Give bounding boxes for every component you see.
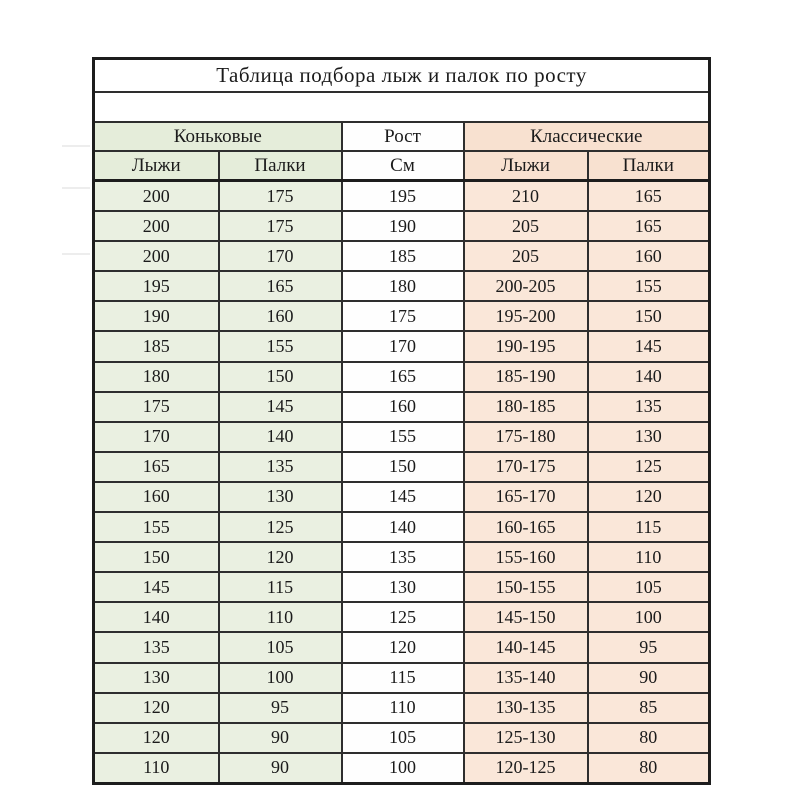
classic-pole-cell: 80 bbox=[588, 723, 710, 753]
skate-pole-cell: 115 bbox=[219, 572, 342, 602]
column-header-skate-pole: Палки bbox=[219, 151, 342, 181]
skate-pole-cell: 105 bbox=[219, 632, 342, 662]
table-row bbox=[94, 723, 710, 753]
skate-ski-cell: 190 bbox=[94, 301, 219, 331]
height-cell: 175 bbox=[342, 301, 464, 331]
skate-pole-cell: 145 bbox=[219, 392, 342, 422]
height-cell: 195 bbox=[342, 181, 464, 212]
classic-pole-cell: 95 bbox=[588, 632, 710, 662]
skate-ski-cell: 195 bbox=[94, 271, 219, 301]
skate-pole-cell: 160 bbox=[219, 301, 342, 331]
table-row bbox=[94, 602, 710, 632]
height-cell: 100 bbox=[342, 753, 464, 784]
height-cell: 105 bbox=[342, 723, 464, 753]
height-cell: 190 bbox=[342, 211, 464, 241]
skate-pole-cell: 135 bbox=[219, 452, 342, 482]
skate-ski-cell: 155 bbox=[94, 512, 219, 542]
skate-pole-cell: 125 bbox=[219, 512, 342, 542]
classic-ski-cell: 175-180 bbox=[464, 422, 588, 452]
classic-pole-cell: 105 bbox=[588, 572, 710, 602]
classic-pole-cell: 165 bbox=[588, 181, 710, 212]
classic-pole-cell: 165 bbox=[588, 211, 710, 241]
skate-pole-cell: 110 bbox=[219, 602, 342, 632]
table-row bbox=[94, 632, 710, 662]
table-row bbox=[94, 271, 710, 301]
classic-ski-cell: 205 bbox=[464, 241, 588, 271]
height-cell: 120 bbox=[342, 632, 464, 662]
skate-pole-cell: 170 bbox=[219, 241, 342, 271]
skate-ski-cell: 120 bbox=[94, 723, 219, 753]
table-row bbox=[94, 482, 710, 512]
classic-ski-cell: 190-195 bbox=[464, 331, 588, 361]
table-row bbox=[94, 211, 710, 241]
classic-pole-cell: 80 bbox=[588, 753, 710, 784]
skate-pole-cell: 120 bbox=[219, 542, 342, 572]
classic-ski-cell: 130-135 bbox=[464, 693, 588, 723]
classic-pole-cell: 85 bbox=[588, 693, 710, 723]
classic-ski-cell: 170-175 bbox=[464, 452, 588, 482]
group-header-classic: Классические bbox=[464, 122, 710, 151]
column-header-classic-pole: Палки bbox=[588, 151, 710, 181]
table-row bbox=[94, 753, 710, 784]
classic-ski-cell: 165-170 bbox=[464, 482, 588, 512]
table-row bbox=[94, 512, 710, 542]
classic-ski-cell: 120-125 bbox=[464, 753, 588, 784]
table-row bbox=[94, 572, 710, 602]
table-row bbox=[94, 392, 710, 422]
column-header-height-cm: См bbox=[342, 151, 464, 181]
classic-pole-cell: 115 bbox=[588, 512, 710, 542]
classic-ski-cell: 145-150 bbox=[464, 602, 588, 632]
skate-ski-cell: 130 bbox=[94, 663, 219, 693]
height-cell: 180 bbox=[342, 271, 464, 301]
group-header-height: Рост bbox=[342, 122, 464, 151]
classic-pole-cell: 100 bbox=[588, 602, 710, 632]
classic-ski-cell: 160-165 bbox=[464, 512, 588, 542]
skate-pole-cell: 165 bbox=[219, 271, 342, 301]
skate-pole-cell: 90 bbox=[219, 723, 342, 753]
height-cell: 185 bbox=[342, 241, 464, 271]
classic-pole-cell: 145 bbox=[588, 331, 710, 361]
classic-pole-cell: 150 bbox=[588, 301, 710, 331]
classic-pole-cell: 110 bbox=[588, 542, 710, 572]
column-header-row bbox=[94, 151, 710, 181]
ski-pole-size-table bbox=[92, 57, 711, 785]
classic-pole-cell: 120 bbox=[588, 482, 710, 512]
blank-row bbox=[94, 92, 710, 122]
table-row bbox=[94, 542, 710, 572]
skate-ski-cell: 110 bbox=[94, 753, 219, 784]
title-row bbox=[94, 59, 710, 93]
classic-pole-cell: 155 bbox=[588, 271, 710, 301]
blank-cell bbox=[94, 92, 710, 122]
gridline-remnant bbox=[62, 253, 90, 255]
skate-pole-cell: 175 bbox=[219, 211, 342, 241]
classic-pole-cell: 135 bbox=[588, 392, 710, 422]
classic-ski-cell: 140-145 bbox=[464, 632, 588, 662]
skate-ski-cell: 135 bbox=[94, 632, 219, 662]
table-row bbox=[94, 301, 710, 331]
skate-ski-cell: 140 bbox=[94, 602, 219, 632]
height-cell: 110 bbox=[342, 693, 464, 723]
skate-ski-cell: 150 bbox=[94, 542, 219, 572]
height-cell: 130 bbox=[342, 572, 464, 602]
height-cell: 140 bbox=[342, 512, 464, 542]
column-header-classic-ski: Лыжи bbox=[464, 151, 588, 181]
classic-ski-cell: 195-200 bbox=[464, 301, 588, 331]
skate-ski-cell: 165 bbox=[94, 452, 219, 482]
skate-pole-cell: 90 bbox=[219, 753, 342, 784]
classic-ski-cell: 180-185 bbox=[464, 392, 588, 422]
classic-ski-cell: 150-155 bbox=[464, 572, 588, 602]
height-cell: 155 bbox=[342, 422, 464, 452]
table-row bbox=[94, 331, 710, 361]
group-header-skate: Коньковые bbox=[94, 122, 342, 151]
skate-ski-cell: 200 bbox=[94, 211, 219, 241]
height-cell: 170 bbox=[342, 331, 464, 361]
table-row bbox=[94, 693, 710, 723]
height-cell: 150 bbox=[342, 452, 464, 482]
skate-ski-cell: 160 bbox=[94, 482, 219, 512]
table-row bbox=[94, 181, 710, 212]
height-cell: 145 bbox=[342, 482, 464, 512]
skate-ski-cell: 200 bbox=[94, 181, 219, 212]
column-header-skate-ski: Лыжи bbox=[94, 151, 219, 181]
skate-ski-cell: 145 bbox=[94, 572, 219, 602]
gridline-remnant bbox=[62, 145, 90, 147]
classic-pole-cell: 140 bbox=[588, 362, 710, 392]
classic-ski-cell: 155-160 bbox=[464, 542, 588, 572]
table-title: Таблица подбора лыж и палок по росту bbox=[94, 59, 710, 93]
height-cell: 135 bbox=[342, 542, 464, 572]
skate-pole-cell: 140 bbox=[219, 422, 342, 452]
gridline-remnant bbox=[62, 187, 90, 189]
height-cell: 160 bbox=[342, 392, 464, 422]
classic-ski-cell: 185-190 bbox=[464, 362, 588, 392]
classic-pole-cell: 160 bbox=[588, 241, 710, 271]
classic-pole-cell: 125 bbox=[588, 452, 710, 482]
group-header-row bbox=[94, 122, 710, 151]
skate-pole-cell: 95 bbox=[219, 693, 342, 723]
skate-pole-cell: 150 bbox=[219, 362, 342, 392]
classic-pole-cell: 130 bbox=[588, 422, 710, 452]
height-cell: 125 bbox=[342, 602, 464, 632]
height-cell: 115 bbox=[342, 663, 464, 693]
classic-ski-cell: 125-130 bbox=[464, 723, 588, 753]
skate-pole-cell: 130 bbox=[219, 482, 342, 512]
skate-ski-cell: 170 bbox=[94, 422, 219, 452]
table-row bbox=[94, 422, 710, 452]
skate-ski-cell: 180 bbox=[94, 362, 219, 392]
classic-ski-cell: 135-140 bbox=[464, 663, 588, 693]
skate-ski-cell: 120 bbox=[94, 693, 219, 723]
skate-ski-cell: 200 bbox=[94, 241, 219, 271]
height-cell: 165 bbox=[342, 362, 464, 392]
classic-ski-cell: 210 bbox=[464, 181, 588, 212]
skate-ski-cell: 175 bbox=[94, 392, 219, 422]
skate-pole-cell: 175 bbox=[219, 181, 342, 212]
table-row bbox=[94, 362, 710, 392]
table-row bbox=[94, 452, 710, 482]
skate-pole-cell: 155 bbox=[219, 331, 342, 361]
table-row bbox=[94, 663, 710, 693]
skate-pole-cell: 100 bbox=[219, 663, 342, 693]
skate-ski-cell: 185 bbox=[94, 331, 219, 361]
table-row bbox=[94, 241, 710, 271]
classic-pole-cell: 90 bbox=[588, 663, 710, 693]
table-body bbox=[94, 181, 710, 784]
classic-ski-cell: 200-205 bbox=[464, 271, 588, 301]
classic-ski-cell: 205 bbox=[464, 211, 588, 241]
